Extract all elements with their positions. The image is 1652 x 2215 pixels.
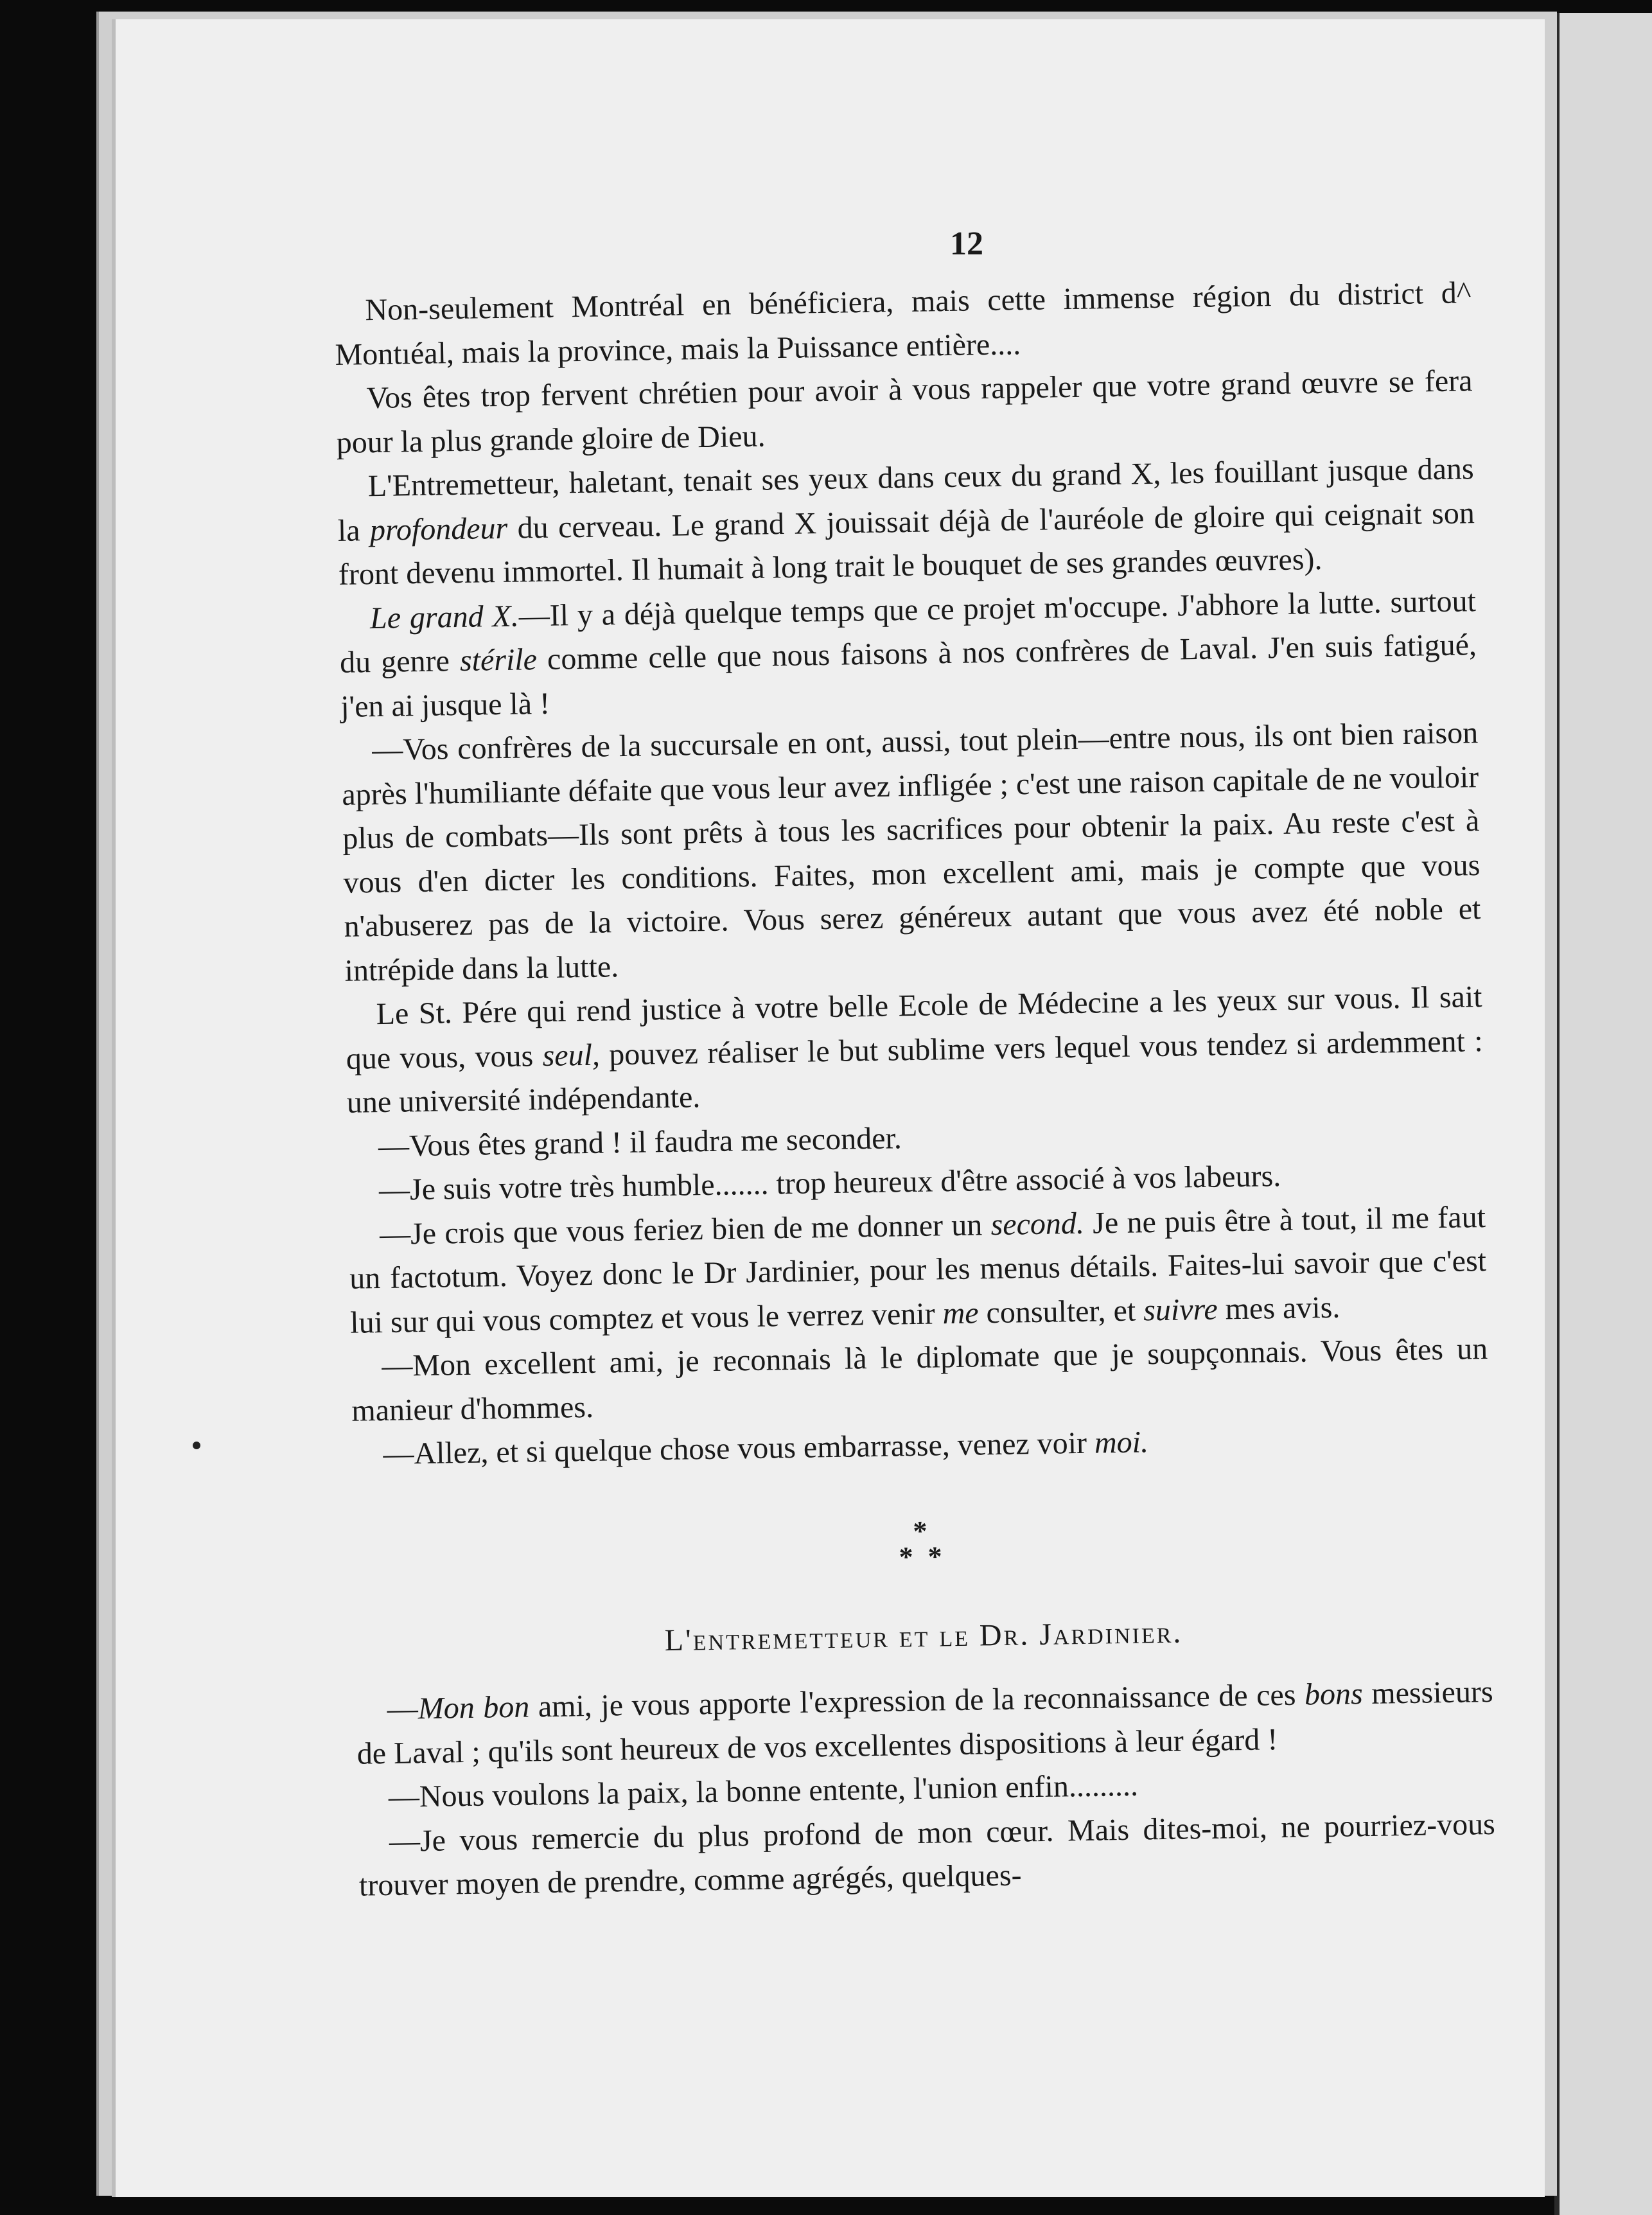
italic-text: bons <box>1304 1677 1364 1712</box>
text-run: —Vos confrères de la succursale en ont, aussi, tout plein—entre nous, ils ont bien raison après l'humiliante défaite que vous leur avez infligée ; c'est une raison capitale de ne vouloir plus de combats—Ils sont prêts à tous les sacrifices pour obtenir la paix. Au reste c'est à vous d'en dicter les conditions. Faites, mon excellent ami, mais je compte que vous n'abuserez pas de la victoire. Vous serez généreux autant que vous avez été noble et intrépide dans la lutte. <box>341 716 1481 988</box>
text-run: Le St. Pére qui rend justice à votre belle Ecole de Médecine a les yeux sur vous. Il sait que vous, vous <box>346 980 1482 1076</box>
section-paragraph-1 <box>356 1670 1494 1776</box>
section-paragraphs <box>356 1670 1496 1908</box>
text-run: —Vous êtes grand ! il faudra me seconder. <box>378 1120 902 1163</box>
paragraph-5 <box>341 711 1482 993</box>
body-text <box>334 271 1496 1908</box>
paragraph-10 <box>351 1327 1489 1433</box>
text-run: Je ne puis être à tout, il me faut un factotum. Voyez donc le Dr Jardinier, pour les menus détails. Faites-lui savoir que c'est lui sur qui vous comptez et vous le verrez venir <box>349 1199 1487 1340</box>
italic-text: second. <box>990 1206 1085 1242</box>
text-run: —Je suis votre très humble....... trop heureux d'être associé à vos labeurs. <box>378 1159 1281 1208</box>
section-paragraph-3 <box>358 1802 1496 1908</box>
main-paragraphs <box>334 271 1489 1477</box>
adjacent-page-edge <box>1554 13 1652 2215</box>
italic-text: me <box>942 1295 979 1330</box>
italic-text: seul, <box>542 1037 601 1073</box>
italic-text: Le grand X. <box>369 599 520 635</box>
italic-text: stérile <box>459 642 538 678</box>
text-run: —Je crois que vous feriez bien de me donner un <box>379 1207 992 1251</box>
text-run: mes avis. <box>1217 1290 1340 1327</box>
text-run: —Je vous remercie du plus profond de mon cœur. Mais dites-moi, ne pourriez-vous trouver moyen de prendre, comme agrégés, quelques- <box>358 1806 1496 1903</box>
text-run: — <box>387 1691 419 1726</box>
text-run: consulter, et <box>978 1293 1144 1330</box>
margin-dot <box>193 1442 200 1449</box>
paragraph-9 <box>349 1196 1488 1345</box>
text-run: L'Entremetteur, haletant, tenait ses yeux dans ceux du grand X, les fouillant jusque dans la <box>337 452 1475 548</box>
text-run: —Allez, et si quelque chose vous embarrasse, venez voir <box>383 1425 1095 1472</box>
italic-text: suivre <box>1143 1292 1218 1327</box>
italic-text: Mon bon <box>417 1690 530 1726</box>
text-run: Vos êtes trop fervent chrétien pour avoir à vous rappeler que votre grand œuvre se fera pour la plus grande gloire de Dieu. <box>336 364 1473 460</box>
paragraph-3 <box>337 447 1475 597</box>
section-heading: L'entremetteur et le Dr. Jardinier. <box>664 1615 1183 1657</box>
text-run: ami, je vous apporte l'expression de la reconnaissance de ces <box>529 1677 1305 1724</box>
text-run: —Il y a déjà quelque temps que ce projet m'occupe. J'abhore la lutte. surtout du genre <box>339 583 1477 680</box>
text-run: pouvez réaliser le but sublime vers lequel vous tendez si ardemment : une université indépendante. <box>346 1023 1484 1120</box>
text-run: du cerveau. Le grand X jouissait déjà de l'auréole de gloire qui ceignait son front devenu immortel. Il humait à long trait le bouquet de ses grandes œuvres). <box>338 495 1475 592</box>
paragraph-2 <box>335 359 1473 465</box>
paragraph-6 <box>345 975 1484 1125</box>
italic-text: profondeur <box>369 511 508 547</box>
text-run: comme celle que nous faisons à nos confrères de Laval. J'en suis fatigué, j'en ai jusque là ! <box>340 628 1477 724</box>
text-run: messieurs de Laval ; qu'ils sont heureux de vos excellentes dispositions à leur égard ! <box>356 1674 1493 1771</box>
paragraph-4 <box>339 579 1478 729</box>
paragraph-1 <box>334 271 1472 377</box>
text-run: —Nous voulons la paix, la bonne entente, l'union enfin......... <box>388 1768 1139 1814</box>
italic-text: moi. <box>1094 1425 1149 1460</box>
page-number: 12 <box>950 225 983 262</box>
text-run: Non-seulement Montréal en bénéficiera, mais cette immense région du district d^ Montıéal, mais la province, mais la Puissance entière.... <box>335 276 1472 372</box>
scanned-page <box>116 19 1545 2197</box>
text-run: —Mon excellent ami, je reconnais là le diplomate que je soupçonnais. Vous êtes un manieur d'hommes. <box>351 1331 1488 1428</box>
section-separator: * * * <box>899 1515 946 1573</box>
